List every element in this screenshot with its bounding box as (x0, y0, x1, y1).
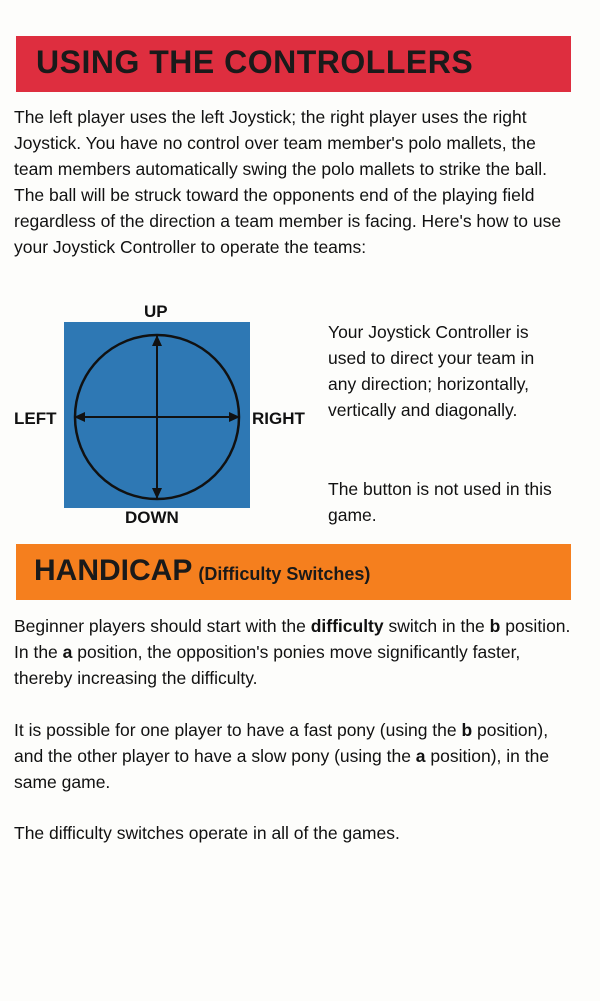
joystick-diagram (12, 300, 322, 532)
text-run: position), and the other player to have a slow pony (using the (14, 720, 549, 766)
text-run: It is possible for one player to have a fast pony (using the (14, 720, 462, 740)
label-left: LEFT (14, 409, 57, 428)
joystick-pad (64, 322, 250, 508)
handicap-paragraph-1 (14, 613, 574, 691)
button-note: The button is not used in this game. (328, 479, 552, 525)
bold-a: a (62, 642, 73, 662)
section-banner-handicap (16, 544, 571, 600)
bold-b: b (489, 616, 501, 636)
section-title-controllers: USING THE CONTROLLERS (36, 44, 474, 80)
text-run: Beginner players should start with the (14, 616, 311, 636)
section-title-handicap: HANDICAP (34, 554, 193, 587)
label-right: RIGHT (252, 409, 305, 428)
label-down: DOWN (125, 508, 179, 527)
text-run: switch in the (383, 616, 490, 636)
bold-a: a (415, 746, 426, 766)
text-run: position, the opposition's ponies move significantly faster, thereby increasing the difficulty. (14, 642, 521, 688)
handicap-paragraph-2 (14, 717, 574, 795)
label-up: UP (144, 302, 168, 321)
bold-difficulty: difficulty (310, 616, 384, 636)
handicap-paragraph-3: The difficulty switches operate in all of the games. (14, 823, 400, 843)
bold-b: b (461, 720, 473, 740)
section-banner-controllers (16, 36, 571, 92)
intro-paragraph: The left player uses the left Joystick; the right player uses the right Joystick. You have no control over team member's polo mallets, the team members automatically swing the polo mallets to strike the ball. The ball will be struck toward the opponents end of the playing field regardless of the direction a team member is facing. Here's how to use your Joystick Controller to operate the teams: (14, 107, 562, 257)
text-run: position), in the same game. (14, 746, 550, 792)
section-subtitle-handicap: (Difficulty Switches) (198, 564, 371, 584)
joystick-description: Your Joystick Controller is used to direct your team in any direction; horizontally, vertically and diagonally. (328, 322, 535, 420)
text-run: position. In the (14, 616, 571, 662)
